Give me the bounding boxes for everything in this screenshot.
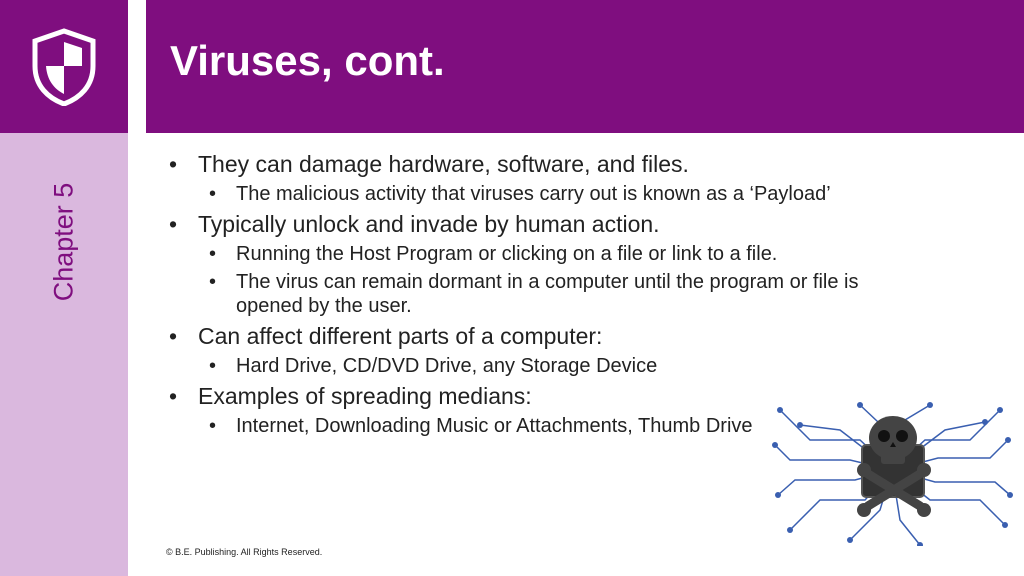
bullet-dot: •	[209, 415, 217, 437]
skull-crossbones-circuit-icon	[770, 400, 1014, 546]
bullet-text: Hard Drive, CD/DVD Drive, any Storage Device	[236, 355, 658, 377]
bullet-text: Internet, Downloading Music or Attachments, Thumb Drive	[236, 415, 753, 437]
bullet-text: They can damage hardware, software, and files.	[198, 151, 689, 177]
bullet-text: Typically unlock and invade by human action.	[198, 211, 660, 237]
copyright-notice: © B.E. Publishing. All Rights Reserved.	[166, 547, 323, 557]
bullet-text: The malicious activity that viruses carry out is known as a ‘Payload’	[236, 183, 831, 205]
bullet-dot: •	[209, 183, 217, 205]
sub-bullet-item	[166, 242, 876, 266]
shield-icon	[30, 28, 98, 106]
sub-bullet-item	[166, 270, 876, 318]
bullet-dot: •	[209, 355, 217, 377]
bullet-dot: •	[169, 211, 178, 237]
bullet-dot: •	[209, 243, 217, 265]
bullet-text: Examples of spreading medians:	[198, 383, 532, 409]
bullet-dot: •	[169, 323, 178, 349]
bullet-list	[166, 148, 966, 442]
sub-bullet-item	[166, 182, 876, 206]
logo-panel	[0, 0, 128, 133]
slide-title: Viruses, cont.	[170, 37, 445, 84]
bullet-item	[166, 322, 966, 350]
bullet-text: Can affect different parts of a computer:	[198, 323, 603, 349]
bullet-dot: •	[169, 151, 178, 177]
chapter-label: Chapter 5	[48, 182, 79, 302]
sub-bullet-item	[166, 414, 796, 438]
bullet-dot: •	[169, 383, 178, 409]
bullet-text: The virus can remain dormant in a computer until the program or file is opened by the user.	[236, 271, 859, 317]
sub-bullet-item	[166, 354, 876, 378]
bullet-item	[166, 150, 966, 178]
bullet-text: Running the Host Program or clicking on a file or link to a file.	[236, 243, 778, 265]
bullet-item	[166, 210, 966, 238]
bullet-dot: •	[209, 271, 217, 293]
